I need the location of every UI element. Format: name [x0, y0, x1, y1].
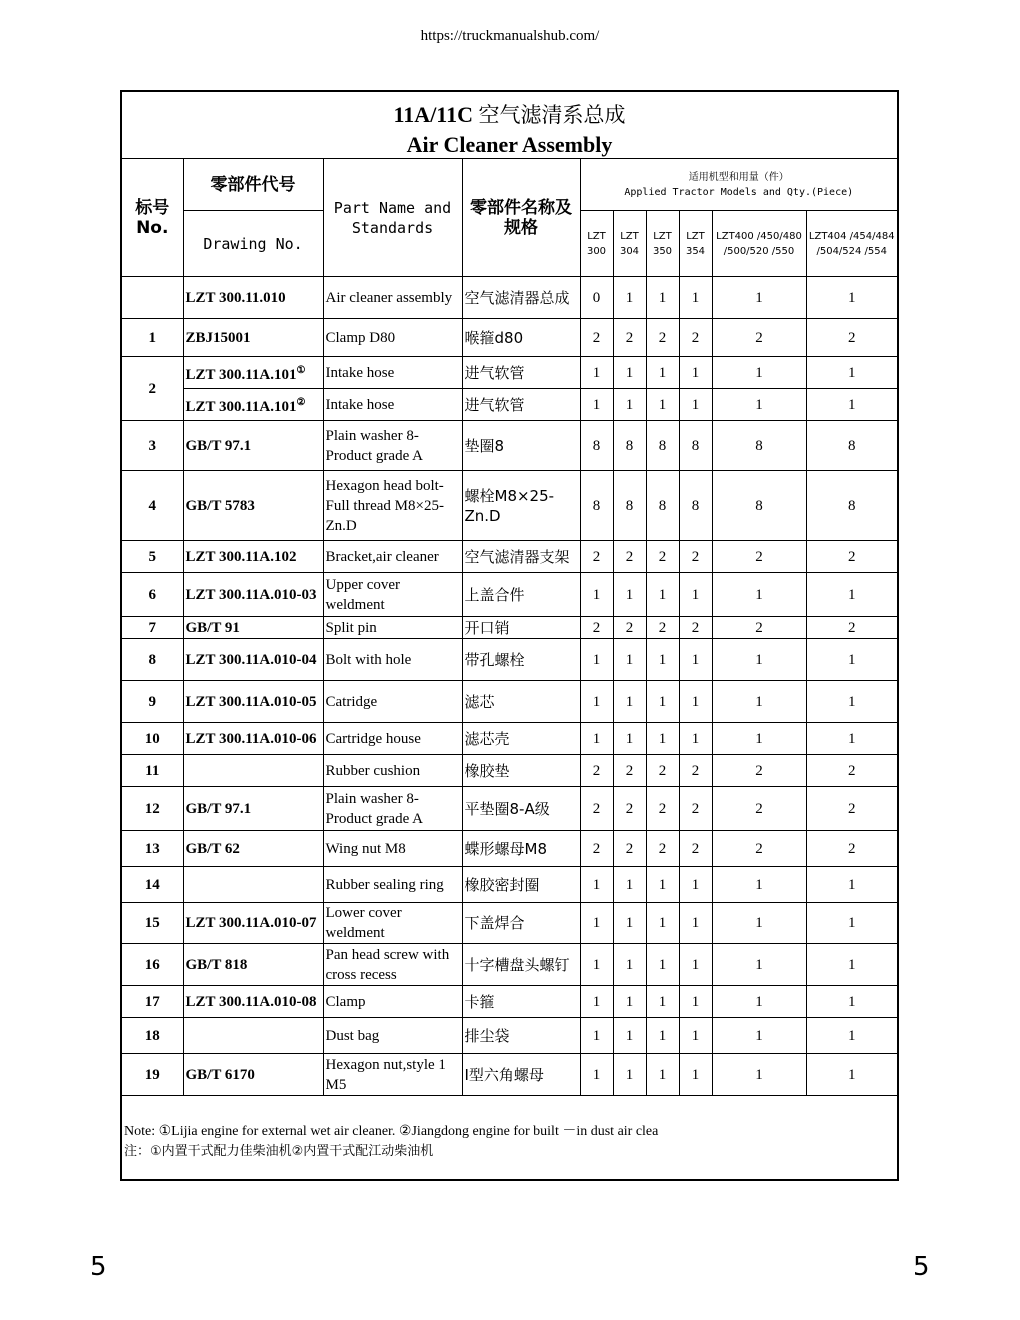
qty-cell: 1	[646, 723, 679, 755]
part-name-en: Upper cover weldment	[323, 573, 462, 617]
qty-cell: 2	[613, 787, 646, 831]
qty-cell: 2	[679, 617, 712, 639]
item-no: 13	[122, 831, 183, 867]
item-no: 18	[122, 1018, 183, 1054]
qty-cell: 2	[712, 755, 806, 787]
qty-cell: 8	[580, 471, 613, 541]
table-row	[122, 723, 897, 755]
qty-cell: 2	[613, 831, 646, 867]
model-lzt354: LZT 354	[679, 211, 712, 277]
drawing-no	[183, 867, 323, 903]
part-name-en: Rubber sealing ring	[323, 867, 462, 903]
part-name-en: Cartridge house	[323, 723, 462, 755]
qty-cell: 1	[806, 389, 897, 421]
qty-cell: 2	[806, 755, 897, 787]
qty-cell: 1	[712, 357, 806, 389]
qty-cell: 1	[613, 1054, 646, 1096]
part-name-en: Dust bag	[323, 1018, 462, 1054]
qty-cell: 2	[646, 617, 679, 639]
drawing-no-text: ZBJ15001	[185, 329, 251, 346]
part-name-en: Clamp	[323, 986, 462, 1018]
qty-cell: 1	[679, 944, 712, 986]
qty-cell: 2	[613, 541, 646, 573]
part-name-cn: 平垫圈8-A级	[462, 787, 580, 831]
drawing-no	[183, 944, 323, 986]
qty-cell: 1	[679, 357, 712, 389]
qty-cell: 2	[679, 831, 712, 867]
qty-cell: 2	[613, 617, 646, 639]
item-no: 17	[122, 986, 183, 1018]
part-name-cn: 滤芯	[462, 681, 580, 723]
drawing-no	[183, 639, 323, 681]
part-name-en: Hexagon head bolt-Full thread M8×25-Zn.D	[323, 471, 462, 541]
qty-cell: 2	[679, 541, 712, 573]
model-lzt300: LZT 300	[580, 211, 613, 277]
drawing-no-text: GB/T 5783	[185, 497, 255, 514]
qty-cell: 1	[712, 723, 806, 755]
table-row	[122, 541, 897, 573]
qty-cell: 1	[646, 681, 679, 723]
qty-cell: 1	[712, 1018, 806, 1054]
part-name-en: Air cleaner assembly	[323, 277, 462, 319]
part-name-en: Plain washer 8-Product grade A	[323, 421, 462, 471]
qty-cell: 1	[712, 639, 806, 681]
qty-cell: 1	[679, 1018, 712, 1054]
qty-cell: 8	[712, 421, 806, 471]
model-lzt404-group: LZT404 /454/484 /504/524 /554	[806, 211, 897, 277]
header-applied	[580, 159, 897, 211]
item-no: 7	[122, 617, 183, 639]
part-name-en: Intake hose	[323, 357, 462, 389]
table-row	[122, 639, 897, 681]
qty-cell: 1	[646, 944, 679, 986]
qty-cell: 1	[646, 639, 679, 681]
qty-cell: 1	[712, 986, 806, 1018]
qty-cell: 1	[613, 357, 646, 389]
drawing-no	[183, 617, 323, 639]
part-name-en: Intake hose	[323, 389, 462, 421]
qty-cell: 2	[580, 319, 613, 357]
qty-cell: 2	[646, 831, 679, 867]
qty-cell: 1	[712, 1054, 806, 1096]
qty-cell: 1	[580, 639, 613, 681]
part-name-cn: 开口销	[462, 617, 580, 639]
qty-cell: 1	[679, 1054, 712, 1096]
drawing-no	[183, 986, 323, 1018]
table-row	[122, 681, 897, 723]
table-row	[122, 986, 897, 1018]
qty-cell: 1	[613, 389, 646, 421]
drawing-no	[183, 903, 323, 944]
qty-cell: 1	[806, 1018, 897, 1054]
model-lzt350: LZT 350	[646, 211, 679, 277]
qty-cell: 1	[613, 681, 646, 723]
item-no: 11	[122, 755, 183, 787]
table-row	[122, 755, 897, 787]
table-row	[122, 787, 897, 831]
qty-cell: 1	[806, 867, 897, 903]
qty-cell: 1	[646, 903, 679, 944]
qty-cell: 1	[679, 389, 712, 421]
part-name-cn: 下盖焊合	[462, 903, 580, 944]
qty-cell: 1	[613, 723, 646, 755]
qty-cell: 1	[806, 681, 897, 723]
table-row	[122, 357, 897, 389]
footnote-marker: ②	[296, 396, 306, 408]
drawing-no	[183, 831, 323, 867]
qty-cell: 1	[679, 723, 712, 755]
qty-cell: 2	[712, 617, 806, 639]
item-no: 5	[122, 541, 183, 573]
header-applied-en: Applied Tractor Models and Qty.(Piece)	[624, 186, 854, 198]
drawing-no-text: GB/T 97.1	[185, 437, 252, 454]
item-no: 9	[122, 681, 183, 723]
drawing-no	[183, 755, 323, 787]
part-name-en: Plain washer 8-Product grade A	[323, 787, 462, 831]
item-no: 10	[122, 723, 183, 755]
qty-cell: 8	[580, 421, 613, 471]
page-number-left: 5	[90, 1252, 107, 1282]
qty-cell: 2	[712, 831, 806, 867]
qty-cell: 1	[580, 903, 613, 944]
drawing-no	[183, 277, 323, 319]
item-no: 14	[122, 867, 183, 903]
qty-cell: 1	[613, 1018, 646, 1054]
drawing-no-text: LZT 300.11A.010-05	[185, 693, 317, 710]
header-name-cn: 零部件名称及规格	[462, 159, 580, 277]
part-name-cn: 进气软管	[462, 357, 580, 389]
drawing-no	[183, 787, 323, 831]
parts-list-frame	[120, 90, 899, 1181]
part-name-cn: 排尘袋	[462, 1018, 580, 1054]
qty-cell: 2	[712, 319, 806, 357]
drawing-no	[183, 573, 323, 617]
part-name-cn: 滤芯壳	[462, 723, 580, 755]
table-row	[122, 831, 897, 867]
qty-cell: 1	[806, 1054, 897, 1096]
qty-cell: 1	[806, 986, 897, 1018]
qty-cell: 8	[679, 421, 712, 471]
item-no: 15	[122, 903, 183, 944]
qty-cell: 1	[679, 639, 712, 681]
qty-cell: 2	[806, 617, 897, 639]
item-no: 12	[122, 787, 183, 831]
drawing-no-text: LZT 300.11A.010-07	[185, 915, 317, 931]
qty-cell: 2	[712, 787, 806, 831]
part-name-cn: 上盖合件	[462, 573, 580, 617]
part-name-cn: 带孔螺栓	[462, 639, 580, 681]
table-row	[122, 903, 897, 944]
qty-cell: 1	[613, 903, 646, 944]
table-row	[122, 277, 897, 319]
qty-cell: 1	[646, 1018, 679, 1054]
table-row	[122, 617, 897, 639]
drawing-no-text: GB/T 91	[185, 619, 240, 636]
qty-cell: 2	[580, 541, 613, 573]
qty-cell: 1	[613, 639, 646, 681]
drawing-no	[183, 723, 323, 755]
drawing-no-text: GB/T 97.1	[185, 800, 252, 817]
table-row	[122, 1054, 897, 1096]
qty-cell: 1	[613, 944, 646, 986]
drawing-no	[183, 389, 323, 421]
qty-cell: 1	[806, 723, 897, 755]
drawing-no	[183, 357, 323, 389]
part-name-en: Wing nut M8	[323, 831, 462, 867]
qty-cell: 1	[679, 277, 712, 319]
qty-cell: 1	[806, 357, 897, 389]
qty-cell: 2	[646, 755, 679, 787]
item-no: 6	[122, 573, 183, 617]
qty-cell: 1	[679, 986, 712, 1018]
drawing-no-text: LZT 300.11A.010-08	[185, 993, 317, 1010]
footnote-marker: ①	[296, 364, 306, 376]
part-name-cn: 螺栓M8×25-Zn.D	[462, 471, 580, 541]
qty-cell: 1	[613, 277, 646, 319]
header-drawing-cn: 零部件代号	[183, 159, 323, 211]
part-name-en: Split pin	[323, 617, 462, 639]
drawing-no	[183, 681, 323, 723]
qty-cell: 2	[646, 541, 679, 573]
qty-cell: 8	[646, 471, 679, 541]
item-no: 2	[122, 357, 183, 421]
qty-cell: 1	[580, 573, 613, 617]
part-name-en: Pan head screw with cross recess	[323, 944, 462, 986]
part-name-cn: 橡胶密封圈	[462, 867, 580, 903]
qty-cell: 1	[712, 573, 806, 617]
qty-cell: 1	[646, 573, 679, 617]
source-url[interactable]: https://truckmanualshub.com/	[420, 28, 600, 44]
qty-cell: 8	[613, 421, 646, 471]
drawing-no-text: LZT 300.11A.101	[185, 398, 297, 415]
qty-cell: 1	[806, 573, 897, 617]
item-no: 3	[122, 421, 183, 471]
qty-cell: 0	[580, 277, 613, 319]
drawing-no-text: LZT 300.11A.010-06	[185, 730, 317, 747]
qty-cell: 8	[613, 471, 646, 541]
notes	[124, 1122, 658, 1162]
qty-cell: 1	[712, 867, 806, 903]
qty-cell: 2	[806, 787, 897, 831]
parts-table	[122, 158, 897, 1096]
qty-cell: 1	[613, 573, 646, 617]
qty-cell: 8	[646, 421, 679, 471]
qty-cell: 1	[580, 723, 613, 755]
part-name-cn: 空气滤清器支架	[462, 541, 580, 573]
qty-cell: 1	[679, 903, 712, 944]
qty-cell: 1	[580, 986, 613, 1018]
part-name-cn: 蝶形螺母M8	[462, 831, 580, 867]
part-name-en: Catridge	[323, 681, 462, 723]
qty-cell: 1	[580, 681, 613, 723]
table-row	[122, 421, 897, 471]
drawing-no-text: LZT 300.11A.010-03	[185, 586, 317, 603]
qty-cell: 8	[806, 421, 897, 471]
drawing-no-text: GB/T 818	[185, 956, 248, 973]
qty-cell: 1	[580, 1054, 613, 1096]
qty-cell: 2	[580, 831, 613, 867]
table-row	[122, 471, 897, 541]
header-name-en: Part Name and Standards	[323, 159, 462, 277]
qty-cell: 2	[646, 787, 679, 831]
item-no: 1	[122, 319, 183, 357]
note-cn: 注：①内置干式配力佳柴油机②内置干式配江动柴油机	[124, 1144, 434, 1159]
part-name-cn: 十字槽盘头螺钉	[462, 944, 580, 986]
qty-cell: 1	[646, 986, 679, 1018]
part-name-cn: 空气滤清器总成	[462, 277, 580, 319]
part-name-cn: 喉箍d80	[462, 319, 580, 357]
table-row	[122, 944, 897, 986]
qty-cell: 2	[806, 831, 897, 867]
qty-cell: 1	[580, 867, 613, 903]
qty-cell: 2	[580, 755, 613, 787]
drawing-no-text: LZT 300.11A.010-04	[185, 651, 317, 668]
qty-cell: 1	[712, 277, 806, 319]
model-lzt304: LZT 304	[613, 211, 646, 277]
header-no: 标号No.	[122, 159, 183, 277]
table-row	[122, 389, 897, 421]
qty-cell: 1	[580, 389, 613, 421]
part-name-en: Lower cover weldment	[323, 903, 462, 944]
model-lzt400-group: LZT400 /450/480 /500/520 /550	[712, 211, 806, 277]
header-drawing-en: Drawing No.	[183, 211, 323, 277]
qty-cell: 2	[613, 319, 646, 357]
title-code: 11A/11C	[393, 102, 473, 127]
qty-cell: 2	[679, 319, 712, 357]
qty-cell: 2	[679, 787, 712, 831]
drawing-no	[183, 541, 323, 573]
part-name-en: Bolt with hole	[323, 639, 462, 681]
table-title	[122, 92, 897, 159]
part-name-cn: 垫圈8	[462, 421, 580, 471]
qty-cell: 8	[712, 471, 806, 541]
qty-cell: 1	[806, 277, 897, 319]
table-row	[122, 867, 897, 903]
qty-cell: 1	[580, 944, 613, 986]
drawing-no	[183, 471, 323, 541]
qty-cell: 1	[613, 867, 646, 903]
qty-cell: 1	[806, 639, 897, 681]
title-en: Air Cleaner Assembly	[406, 132, 613, 157]
item-no: 19	[122, 1054, 183, 1096]
header-row-1	[122, 159, 897, 211]
qty-cell: 1	[646, 1054, 679, 1096]
part-name-en: Bracket,air cleaner	[323, 541, 462, 573]
qty-cell: 1	[679, 867, 712, 903]
qty-cell: 1	[712, 389, 806, 421]
drawing-no-text: GB/T 6170	[185, 1066, 255, 1083]
qty-cell: 1	[806, 903, 897, 944]
qty-cell: 2	[806, 319, 897, 357]
qty-cell: 8	[806, 471, 897, 541]
drawing-no-text: LZT 300.11.010	[185, 289, 286, 306]
drawing-no-text: GB/T 62	[185, 840, 240, 857]
qty-cell: 1	[679, 573, 712, 617]
part-name-en: Hexagon nut,style 1 M5	[323, 1054, 462, 1096]
part-name-cn: 进气软管	[462, 389, 580, 421]
title-line-1	[122, 99, 897, 129]
part-name-cn: 橡胶垫	[462, 755, 580, 787]
qty-cell: 2	[646, 319, 679, 357]
page-number-right: 5	[913, 1252, 930, 1282]
qty-cell: 1	[712, 681, 806, 723]
qty-cell: 2	[712, 541, 806, 573]
item-no: 8	[122, 639, 183, 681]
qty-cell: 1	[613, 986, 646, 1018]
item-no: 16	[122, 944, 183, 986]
drawing-no	[183, 1018, 323, 1054]
qty-cell: 1	[646, 867, 679, 903]
title-cn: 空气滤清系总成	[478, 103, 626, 127]
note-en: Note: ①Lijia engine for external wet air cleaner. ②Jiangdong engine for built －in dust air clea	[124, 1124, 659, 1139]
drawing-no	[183, 319, 323, 357]
qty-cell: 2	[806, 541, 897, 573]
item-no: 4	[122, 471, 183, 541]
part-name-en: Rubber cushion	[323, 755, 462, 787]
header-applied-cn: 适用机型和用量（件）	[688, 171, 789, 183]
qty-cell: 1	[712, 944, 806, 986]
qty-cell: 1	[806, 944, 897, 986]
qty-cell: 1	[580, 1018, 613, 1054]
table-row	[122, 573, 897, 617]
qty-cell: 1	[646, 357, 679, 389]
qty-cell: 1	[679, 681, 712, 723]
drawing-no-text: LZT 300.11A.101	[185, 366, 297, 383]
qty-cell: 1	[580, 357, 613, 389]
qty-cell: 1	[646, 277, 679, 319]
qty-cell: 2	[580, 787, 613, 831]
qty-cell: 2	[580, 617, 613, 639]
qty-cell: 2	[613, 755, 646, 787]
qty-cell: 8	[679, 471, 712, 541]
table-row	[122, 319, 897, 357]
drawing-no	[183, 421, 323, 471]
part-name-en: Clamp D80	[323, 319, 462, 357]
qty-cell: 1	[646, 389, 679, 421]
part-name-cn: I型六角螺母	[462, 1054, 580, 1096]
drawing-no-text: LZT 300.11A.102	[185, 548, 297, 565]
table-row	[122, 1018, 897, 1054]
drawing-no	[183, 1054, 323, 1096]
item-no	[122, 277, 183, 319]
qty-cell: 1	[712, 903, 806, 944]
qty-cell: 2	[679, 755, 712, 787]
part-name-cn: 卡箍	[462, 986, 580, 1018]
